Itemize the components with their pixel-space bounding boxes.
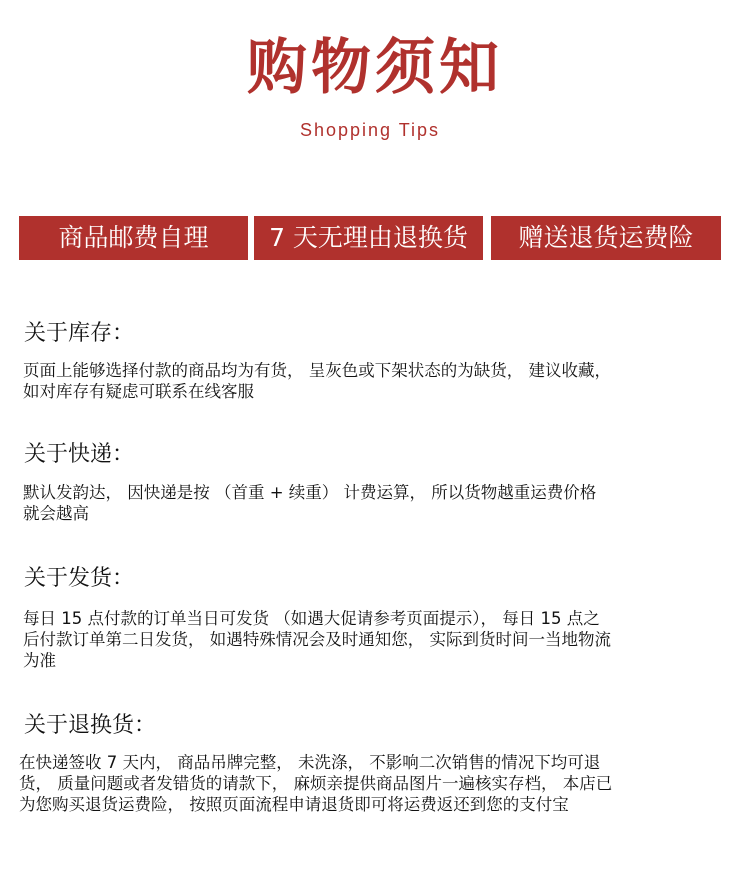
section-returns [0,712,750,815]
section-heading: 关于快递： [24,442,135,467]
section-body [0,752,750,815]
badge-return-shipping-insurance: 赠送退货运费险 [491,216,721,260]
section-line: 每日 15 点付款的订单当日可发货 （如遇大促请参考页面提示）， 每日 15 点之 [23,609,600,628]
section-body [0,360,750,402]
section-heading: 关于发货： [24,566,135,591]
section-courier [0,441,750,524]
section-inventory [0,320,750,402]
section-line: 为您购买退货运费险， 按照页面流程申请退货即可将运费返还到您的支付宝 [19,795,569,814]
section-heading: 关于库存： [24,321,135,346]
page-subtitle: Shopping Tips [299,120,441,140]
section-line: 货， 质量问题或者发错货的请款下， 麻烦亲提供商品图片一遍核实存档， 本店已 [19,774,613,793]
section-line: 后付款订单第二日发货， 如遇特殊情况会及时通知您， 实际到货时间一当地物流 [23,630,611,649]
section-dispatch [0,565,750,671]
section-body [0,482,750,524]
page-title: 购物须知 [247,33,503,103]
section-line: 页面上能够选择付款的商品均为有货， 呈灰色或下架状态的为缺货， 建议收藏， [23,361,611,380]
policy-badge-row [19,216,721,260]
section-line: 为准 [23,651,56,670]
section-line: 就会越高 [23,504,89,523]
section-line: 默认发韵达， 因快递是按 （首重 + 续重） 计费运算， 所以货物越重运费价格 [23,483,597,502]
section-heading: 关于退换货： [24,713,157,738]
badge-shipping-fee: 商品邮费自理 [19,216,248,260]
badge-seven-day-return: 7 天无理由退换货 [254,216,483,260]
section-line: 如对库存有疑虑可联系在线客服 [23,382,254,401]
section-body [0,608,750,671]
section-line: 在快递签收 7 天内， 商品吊牌完整， 未洗涤， 不影响二次销售的情况下均可退 [19,753,601,772]
